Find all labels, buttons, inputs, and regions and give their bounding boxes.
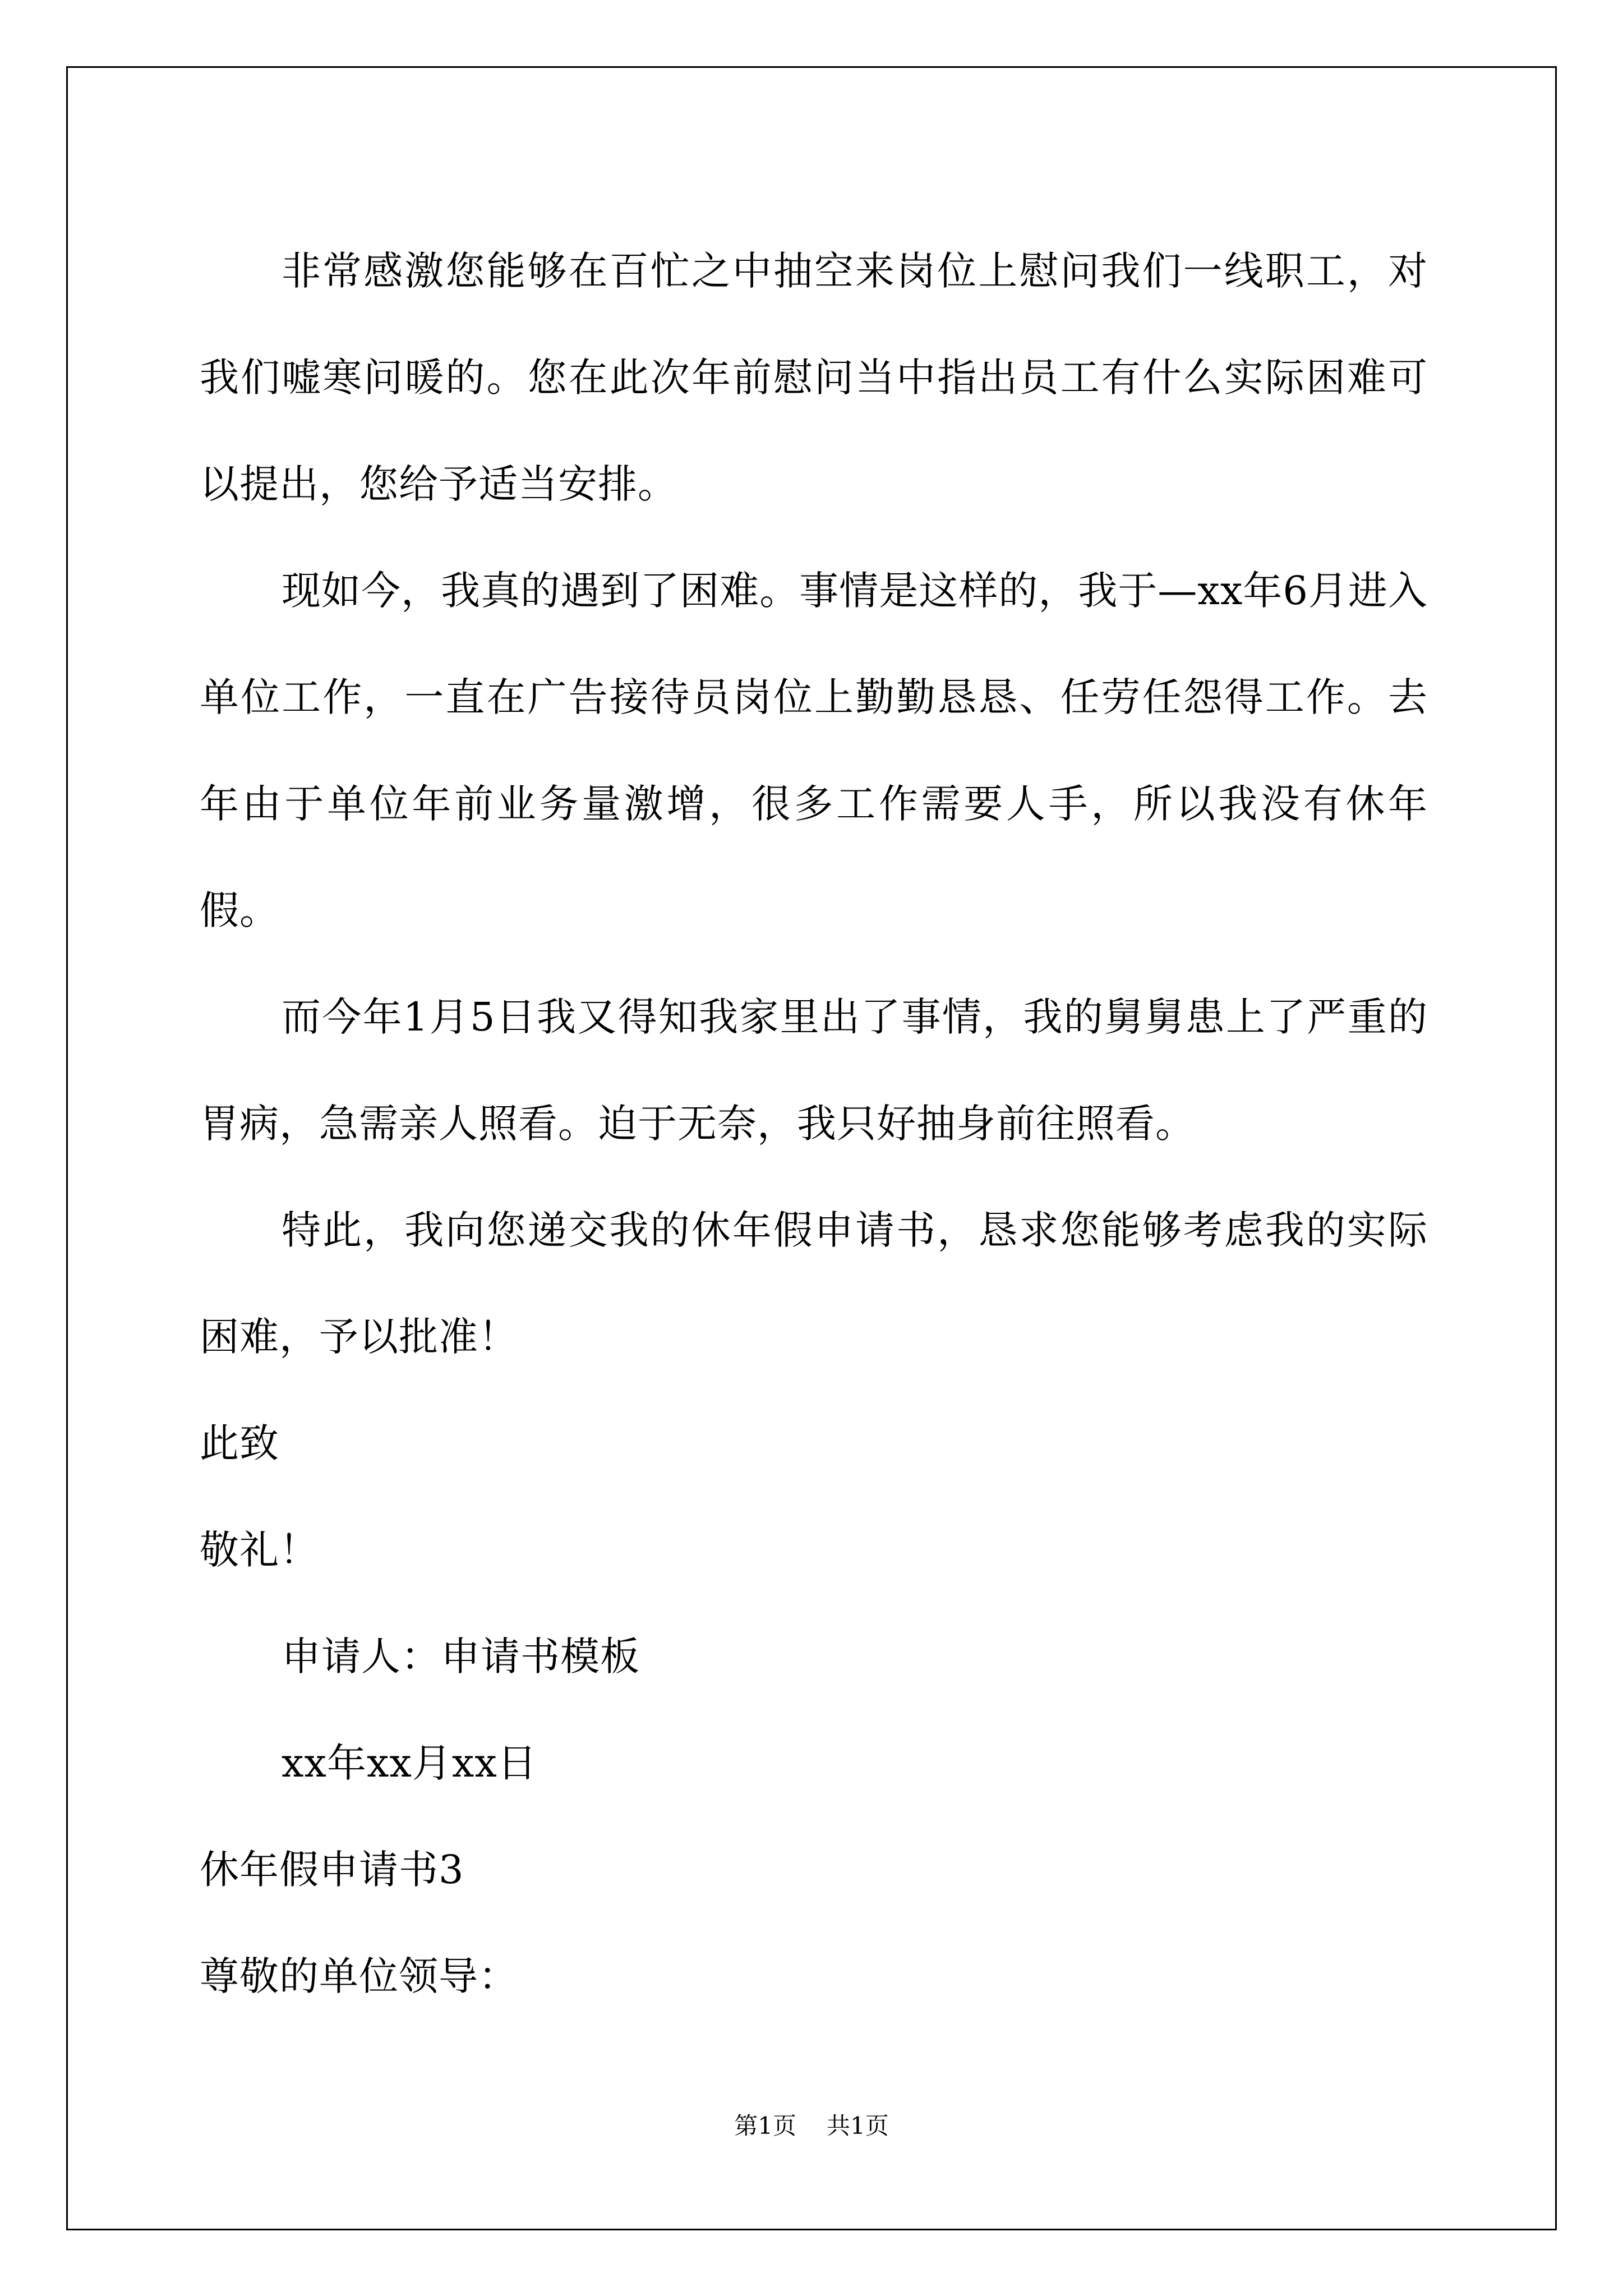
date-line: xx年xx月xx日 bbox=[282, 1740, 537, 1786]
closing-regards: 此致 bbox=[200, 1420, 279, 1466]
paragraph-2: 现如今，我真的遇到了困难。事情是这样的，我于—xx年6月进入单位工作，一直在广告接待员岗位上勤勤恳恳、任劳任怨得工作。去年由于单位年前业务量激增，很多工作需要人手，所以我没有休年假。 bbox=[200, 568, 1428, 933]
next-letter-salutation: 尊敬的单位领导： bbox=[200, 1953, 518, 1999]
page-number-total: 共1页 bbox=[827, 2112, 889, 2139]
page-number-current: 第1页 bbox=[734, 2112, 796, 2139]
next-letter-title: 休年假申请书3 bbox=[200, 1847, 464, 1893]
paragraph-3: 而今年1月5日我又得知我家里出了事情，我的舅舅患上了严重的胃病，急需亲人照看。迫于无奈，我只好抽身前往照看。 bbox=[200, 994, 1428, 1147]
paragraph-1: 非常感激您能够在百忙之中抽空来岗位上慰问我们一线职工，对我们嘘寒问暖的。您在此次年前慰问当中指出员工有什么实际困难可以提出，您给予适当安排。 bbox=[200, 248, 1428, 507]
page-footer bbox=[0, 2110, 1623, 2142]
document-body bbox=[200, 218, 1428, 2030]
closing-salute: 敬礼！ bbox=[200, 1527, 319, 1573]
paragraph-4: 特此，我向您递交我的休年假申请书，恳求您能够考虑我的实际困难，予以批准！ bbox=[200, 1207, 1428, 1360]
applicant-signature: 申请人：申请书模板 bbox=[282, 1634, 640, 1680]
